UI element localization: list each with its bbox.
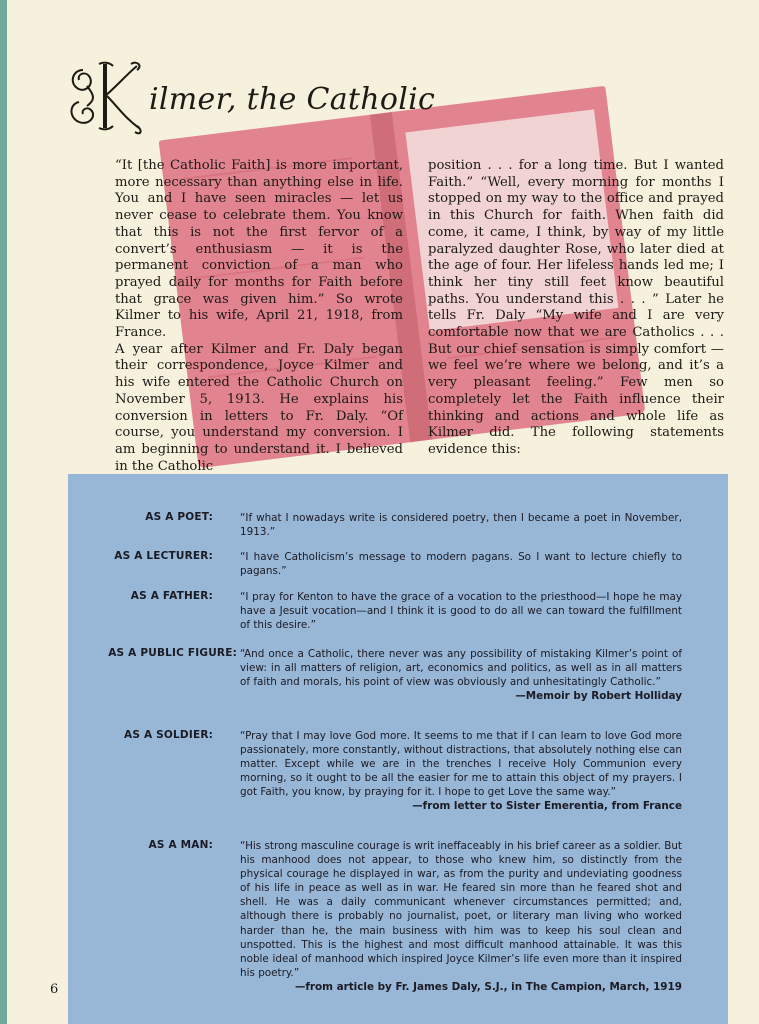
statement-text (240, 590, 682, 632)
statement-label: AS A SOLDIER: (124, 729, 213, 741)
statement-quote: “I have Catholicism’s message to modern pagans. So I want to lecture chiefly to pagans.” (240, 551, 682, 578)
statement-text (240, 550, 682, 578)
statement-quote: “I pray for Kenton to have the grace of a vocation to the priesthood—I hope he may have a Jesuit vocation—and I think it is good to do all we can toward the fulfillment of this desire.” (240, 591, 682, 632)
statement-text (240, 839, 682, 994)
page-number: 6 (50, 982, 59, 997)
statement-quote: “Pray that I may love God more. It seems to me that if I can learn to love God more passionately, more constantly, without distractions, that absolutely nothing else can matter. Except while we are in the trenches I receive Holy Communion every morning, so it ought to be all the easier for me to attain this object of my prayers. I got Faith, you know, by praying for it. I hope to get Love the same way.” (240, 730, 682, 799)
statement-quote: “If what I nowadays write is considered poetry, then I became a poet in November, 1913.” (240, 512, 682, 539)
intro-paragraph: position . . . for a long time. But I wanted Faith.” “Well, every morning for months I stopped on my way to the office and prayed in this Church for faith. When faith did come, it came, I think, by way of my little paralyzed daughter Rose, who later died at the age of four. Her lifeless hands led me; I think her tiny still feet know beautiful paths. You understand this . . . ” Later he tells Fr. Daly “My wife and I are very comfortable now that we are Catholics . . . But our chief sensation is simply comfort — we feel we’re where we belong, and it’s a very pleasant feeling.” Few men so completely let the Faith influence their thinking and actions and whole life as Kilmer did. The following statements evidence this: (428, 158, 724, 457)
magazine-page (7, 0, 759, 1024)
statement-attribution: —from letter to Sister Emerentia, from France (412, 800, 682, 813)
intro-paragraph: “It [the Catholic Faith] is more important, more necessary than anything else in life. You and I have seen miracles — let us never cease to celebrate them. You know that this is not the first fervor of a convert’s enthusiasm — it is the permanent conviction of a man who prayed daily for months for Faith before that grace was given him.” So wrote Kilmer to his wife, April 21, 1918, from France. (115, 158, 403, 341)
statement-quote: “His strong masculine courage is writ ineffaceably in his brief career as a soldier. But his manhood does not appear, to those who knew him, so distinctly from the physical courage he displayed in war, as from the purity and undeviating goodness of his life in peace as well as in war. He feared sin more than he feared shot and shell. He was a daily communicant whenever circumstances permitted; and, although there is probably no journalist, poet, or literary man living who worked harder than he, the main business with him was to keep his soul clean and unspotted. This is the highest and most difficult manhood attainable. It was this noble ideal of manhood which inspired Joyce Kilmer’s life even more than it inspired his poetry.” (240, 840, 682, 979)
intro-right-column (428, 158, 724, 459)
statement-label: AS A MAN: (148, 839, 213, 851)
intro-paragraph: A year after Kilmer and Fr. Daly began their correspondence, Joyce Kilmer and his wife entered the Catholic Church on November 5, 1913. He explains his conversion in letters to Fr. Daly. “Of course, you understand my conversion. I am beginning to understand it. I believed in the Catholic (115, 341, 403, 474)
statement-quote: “And once a Catholic, there never was any possibility of mistaking Kilmer’s point of view: in all matters of religion, art, economics and politics, as well as in all matters of faith and morals, his point of view was obviously and unhesitatingly Catholic.” (240, 648, 682, 689)
intro-left-column (115, 158, 403, 475)
statement-label: AS A POET: (145, 511, 213, 523)
ornate-k-initial (65, 56, 145, 136)
statement-attribution: —from article by Fr. James Daly, S.J., in The Campion, March, 1919 (294, 980, 682, 993)
statement-text (240, 511, 682, 539)
statement-text (240, 647, 682, 703)
statements-panel (68, 474, 728, 1024)
statement-label: AS A LECTURER: (114, 550, 213, 562)
statement-text (240, 729, 682, 814)
statement-label: AS A FATHER: (130, 590, 213, 602)
page-title: ilmer, the Catholic (149, 82, 436, 117)
heading (65, 56, 485, 140)
statement-attribution: —Memoir by Robert Holliday (515, 690, 682, 703)
statement-label: AS A PUBLIC FIGURE: (108, 647, 237, 659)
